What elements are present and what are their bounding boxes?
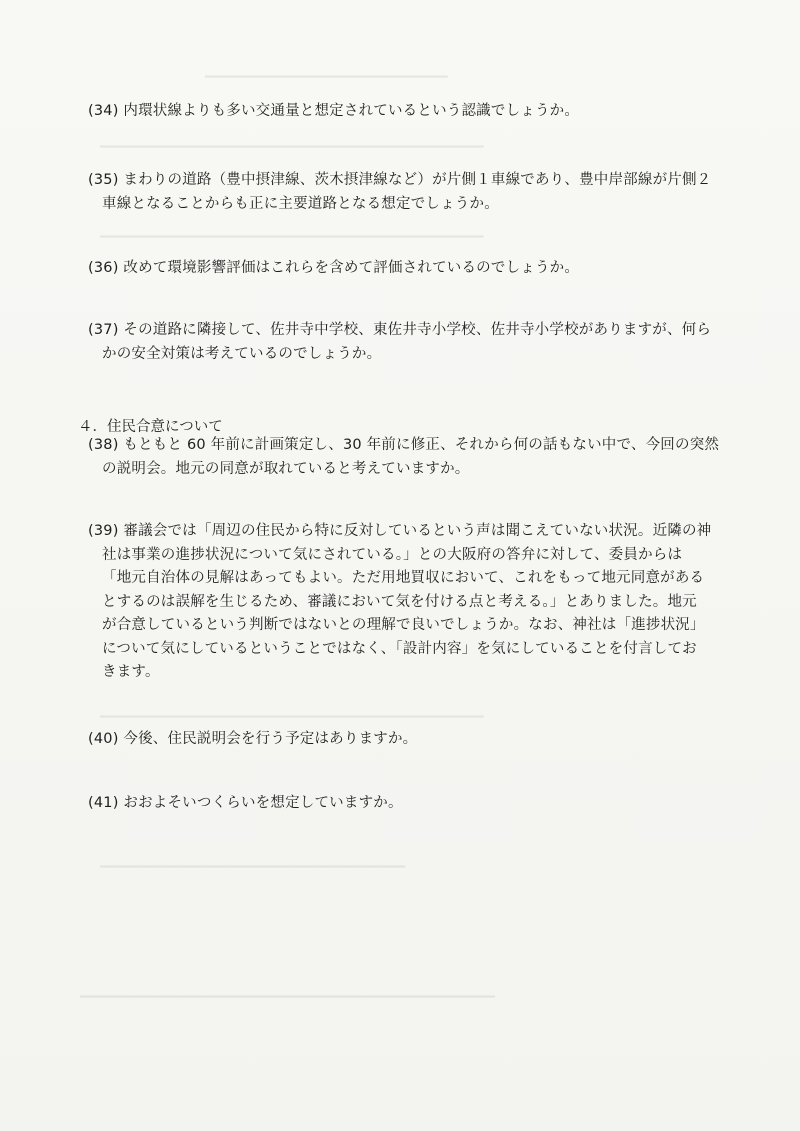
question-39-line-1: (39) 審議会では「周辺の住民から特に反対しているという声は聞こえていない状況。近隣の神 xyxy=(88,523,712,539)
bleed-through-text: ━━━━━━━━━━━━━━━━━━━━━━━━━━━━━━━━━━━━━━━━━━━━━━━━━ xyxy=(100,140,484,155)
question-35-line-2: 車線となることからも正に主要道路となる想定でしょうか。 xyxy=(102,195,499,212)
question-36-line-1: (36) 改めて環境影響評価はこれらを含めて評価されているのでしょうか。 xyxy=(88,260,580,276)
question-34-line-1: (34) 内環状線よりも多い交通量と想定されているという認識でしょうか。 xyxy=(88,103,580,119)
question-39-line-4: とするのは誤解を生じるため、審議において気を付ける点と考える。」とありました。地元 xyxy=(102,593,697,610)
section-heading-resident-consent: ４．住民合意について xyxy=(78,419,223,435)
question-41-line-1: (41) おおよそいつくらいを想定していますか。 xyxy=(88,795,403,811)
question-35 xyxy=(88,169,711,216)
question-34 xyxy=(88,100,579,124)
question-37-line-2: かの安全対策は考えているのでしょうか。 xyxy=(102,345,382,362)
question-39-line-3: 「地元自治体の見解はあってもよい。ただ用地買収において、これをもって地元同意がある xyxy=(102,570,705,586)
question-40-line-1: (40) 今後、住民説明会を行う予定はありますか。 xyxy=(88,731,418,747)
bleed-through-text: ━━━━━━━━━━━━━━━━━━━━━━━━━━━━━━━━━━━━━━━━━━━━━━━━━ xyxy=(100,710,484,725)
question-39-line-2: 社は事業の進捗状況について気にされている。」との大阪府の答弁に対して、委員からは xyxy=(102,546,683,563)
question-39-line-5: が合意しているという判断ではないとの理解で良いでしょうか。なお、神社は「進捗状況」 xyxy=(102,617,705,633)
question-38-line-1: (38) もともと 60 年前に計画策定し、30 年前に修正、それから何の話もない中で、今回の突然 xyxy=(88,437,720,453)
question-39 xyxy=(88,520,711,685)
question-38 xyxy=(88,434,719,481)
question-41 xyxy=(88,792,403,816)
bleed-through-text: ━━━━━━━━━━━━━━━━━━━━━━━━━━━━━━━━━━━━━━━━━━━━━━━━━ xyxy=(100,230,484,245)
question-39-line-7: きます。 xyxy=(102,664,160,680)
question-37 xyxy=(88,319,711,366)
question-38-line-2: の説明会。地元の同意が取れていると考えていますか。 xyxy=(102,460,470,477)
bleed-through-text: ━━━━━━━━━━━━━━━━━━━━━━━━━━━━━━━━━━━━━━━ xyxy=(100,860,406,875)
question-39-line-6: について気にしているということではなく、「設計内容」を気にしていることを付言してお xyxy=(102,640,697,657)
question-40 xyxy=(88,728,417,752)
bleed-through-text: ━━━━━━━━━━━━━━━━━━━━━━━━━━━━━━━ xyxy=(205,70,448,85)
question-35-line-1: (35) まわりの道路（豊中摂津線、茨木摂津線など）が片側１車線であり、豊中岸部線が片側２ xyxy=(88,172,712,188)
question-36 xyxy=(88,257,579,281)
bleed-through-text: ━━━━━━━━━━━━━━━━━━━━━━━━━━━━━━━━━━━━━━━━━━━━━━━━━━━━━ xyxy=(80,990,495,1005)
question-37-line-1: (37) その道路に隣接して、佐井寺中学校、東佐井寺小学校、佐井寺小学校がありますが、何ら xyxy=(88,322,712,338)
